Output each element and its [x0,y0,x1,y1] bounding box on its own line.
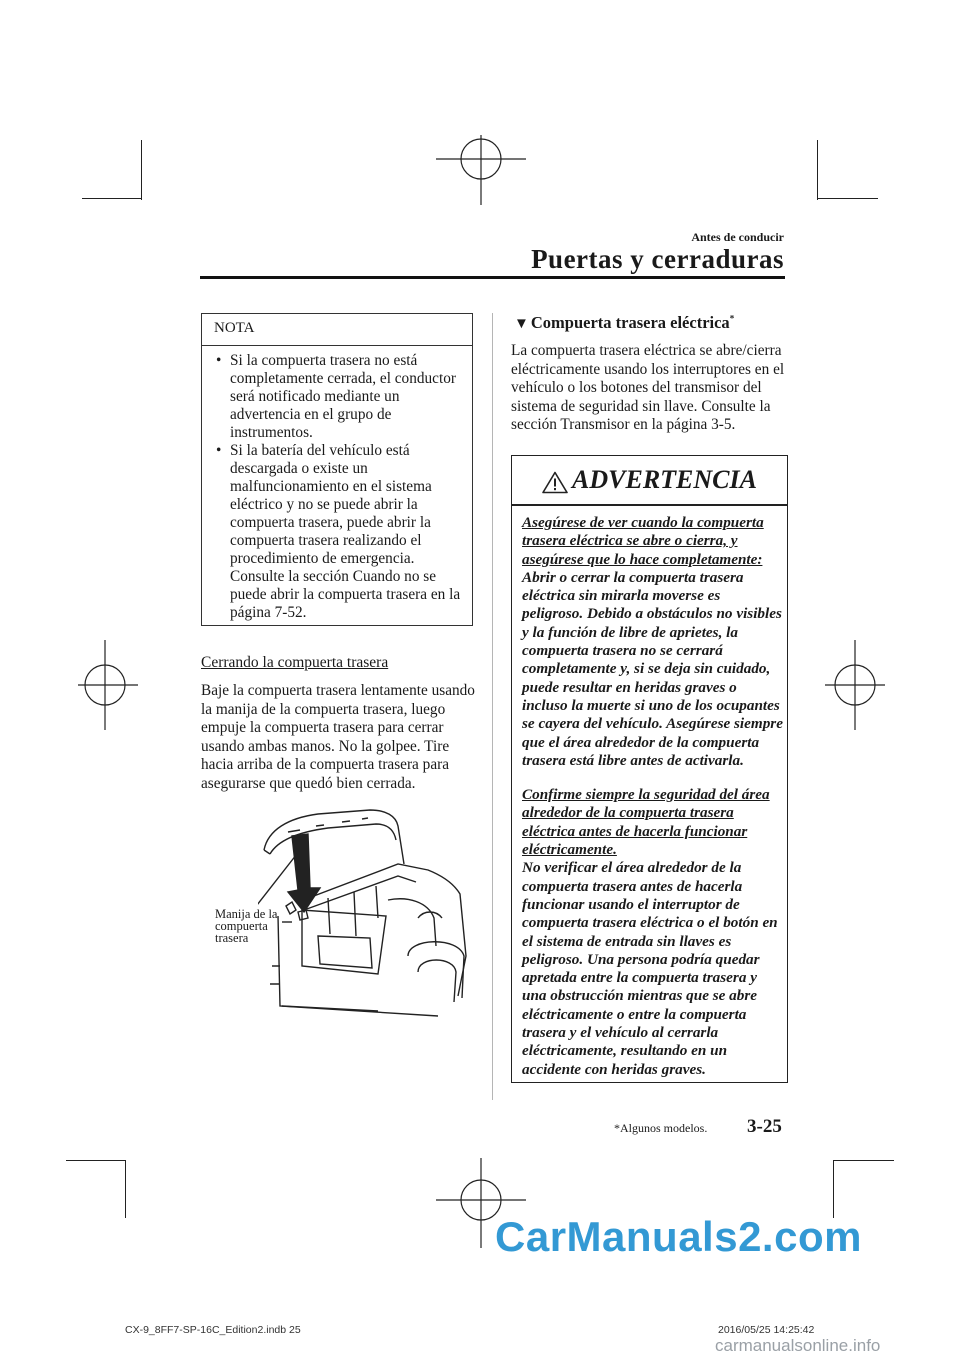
figure-label-line: Manija de la [215,907,278,921]
liftgate-illustration [258,806,468,1018]
closing-heading: Cerrando la compuerta trasera [201,654,389,671]
crop-mark [82,198,142,199]
registration-mark-icon [436,135,526,205]
bullet-icon: • [216,352,222,369]
warning-title: ADVERTENCIA [572,465,757,494]
note-item [210,442,468,622]
header-divider [200,276,785,279]
power-liftgate-body: La compuerta trasera eléctrica se abre/cierra eléctricamente usando los interruptores en el vehículo o los botones del transmisor del sistema de seguridad sin llave. Consulte la sección Transmisor en la página 3-5. [511,342,785,433]
crop-mark [66,1160,126,1161]
power-liftgate-heading-text: Compuerta trasera eléctrica [530,313,730,332]
warning-divider [512,504,787,506]
print-date: 2016/05/25 14:25:42 [718,1324,815,1336]
note-box [201,313,473,626]
warning-triangle-icon [542,471,568,494]
warning-box [511,455,788,1083]
note-item [210,352,468,442]
crop-mark [833,1160,834,1218]
warning-body-1: Abrir o cerrar la compuerta trasera eléctrica sin mirarla moverse es peligroso. Debido a obstáculos no visibles y la función de libre de aprietes, la compuerta trasera no se cerrará completamente y, si se deja sin cuidado, puede resultar en heridas graves o incluso la muerte si uno de los ocupantes se cayera del vehículo. Asegúrese siempre que el área alrededor de la compuerta trasera está libre antes de activarla. [522,568,783,769]
note-list [210,352,468,622]
warning-text [522,514,784,1079]
page-number: 3-25 [747,1116,782,1137]
triangle-marker-icon: ▼ [514,316,529,332]
figure-label-line: compuerta [215,919,268,933]
page-title: Puertas y cerraduras [531,244,784,274]
warning-heading-2: Confirme siempre la seguridad del área alrededor de la compuerta trasera eléctrica antes de hacerla funcionar eléctricamente. [522,786,770,859]
power-liftgate-heading [514,313,734,333]
note-divider [202,345,472,346]
warning-body-2: No verificar el área alrededor de la compuerta trasera antes de hacerla funcionar usando el interruptor de compuerta trasera eléctrica o el botón en el sistema de entrada sin llaves es peligroso. Una persona podría quedar apretada entre la compuerta trasera y una obstrucción mientras que se abre eléctricamente o entre la compuerta trasera y el vehículo al cerrarla eléctricamente, resultando en un accidente con heridas graves. [522,859,778,1078]
figure-label-line: trasera [215,931,249,945]
crop-mark [817,140,818,200]
watermark-text: carmanualsonline.info [715,1336,881,1355]
note-item-text: Si la compuerta trasera no está completamente cerrada, el conductor será notificado mediante un advertencia en el grupo de instrumentos. [230,352,456,441]
section-label: Antes de conducir [691,230,784,244]
file-info: CX-9_8FF7-SP-16C_Edition2.indb 25 [125,1324,301,1336]
warning-header [512,456,787,504]
crop-mark [125,1160,126,1218]
bullet-icon: • [216,442,222,459]
asterisk-marker: * [729,313,735,324]
crop-mark [141,140,142,200]
registration-mark-icon [825,640,885,730]
closing-body: Baje la compuerta trasera lentamente usando la manija de la compuerta trasera, luego empuje la compuerta trasera para cerrar usando ambas manos. No la golpee. Tire hacia arriba de la compuerta trasera para asegurarse que quedó bien cerrada. [201,682,475,792]
column-divider [492,313,493,1100]
note-item-text: Si la batería del vehículo está descargada o existe un malfuncionamiento en el sistema eléctrico y no se puede abrir la compuerta trasera, puede abrir la compuerta trasera realizando el procedimiento de emergencia. Consulte la sección Cuando no se puede abrir la compuerta trasera en la página 7-52. [230,442,461,621]
warning-heading-1: Asegúrese de ver cuando la compuerta trasera eléctrica se abre o cierra, y asegúrese que lo hace completamente: [522,514,764,568]
models-note: *Algunos modelos. [614,1121,708,1135]
note-title: NOTA [214,320,255,336]
figure-label [215,908,277,944]
registration-mark-icon [78,640,138,730]
watermark-logo: CarManuals2.com [495,1213,862,1260]
crop-mark [834,1160,894,1161]
crop-mark [818,198,878,199]
